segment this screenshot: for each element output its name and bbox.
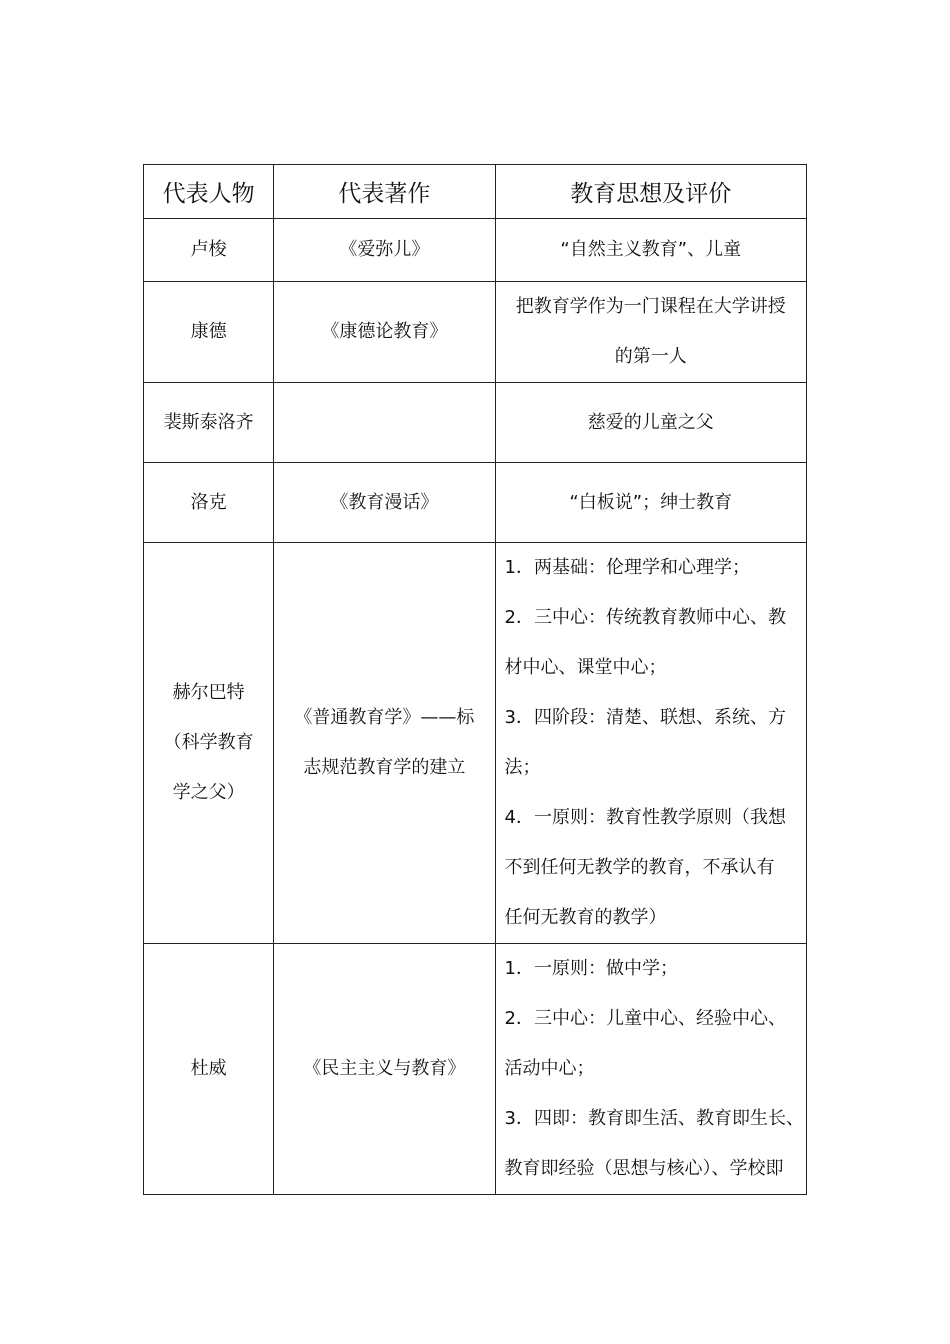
idea-line: 把教育学作为一门课程在大学讲授 (515, 296, 786, 317)
idea-line: 3．四阶段：清楚、联想、系统、方 (504, 707, 786, 728)
cell-person: 洛克 (144, 463, 274, 543)
idea-line: 1．两基础：伦理学和心理学； (504, 557, 750, 578)
cell-idea: “自然主义教育”、儿童 (495, 219, 806, 282)
cell-idea: 慈爱的儿童之父 (495, 383, 806, 463)
cell-idea (495, 543, 806, 944)
cell-work: 《民主主义与教育》 (274, 944, 495, 1195)
idea-line: 的第一人 (614, 346, 687, 367)
cell-work (274, 543, 495, 944)
work-line: 志规范教育学的建立 (303, 757, 466, 778)
table-row-pestalozzi (144, 383, 807, 463)
cell-person: 康德 (144, 282, 274, 383)
idea-line: 1．一原则：做中学； (504, 958, 678, 979)
person-line: （科学教育 (163, 732, 254, 753)
person-line: 学之父） (172, 782, 245, 803)
idea-line: 法； (504, 757, 541, 778)
table-row-dewey (144, 944, 807, 1195)
idea-line: 活动中心； (504, 1058, 595, 1079)
table-row-kant (144, 282, 807, 383)
cell-work: 《康德论教育》 (274, 282, 495, 383)
idea-line: 不到任何无教学的教育，不承认有 (504, 857, 775, 878)
cell-idea: “白板说”；绅士教育 (495, 463, 806, 543)
cell-person: 杜威 (144, 944, 274, 1195)
header-idea: 教育思想及评价 (495, 165, 806, 219)
cell-work: 《爱弥儿》 (274, 219, 495, 282)
idea-line: 4．一原则：教育性教学原则（我想 (504, 807, 786, 828)
person-line: 赫尔巴特 (172, 682, 245, 703)
cell-work: 《教育漫话》 (274, 463, 495, 543)
idea-line: 教育即经验（思想与核心）、学校即 (504, 1158, 784, 1179)
header-row (144, 165, 807, 219)
table-row-herbart (144, 543, 807, 944)
cell-person (144, 543, 274, 944)
cell-person: 裴斯泰洛齐 (144, 383, 274, 463)
idea-line: 3．四即：教育即生活、教育即生长、 (504, 1108, 804, 1129)
table-row-rousseau (144, 219, 807, 282)
table-row-locke (144, 463, 807, 543)
cell-idea (495, 944, 806, 1195)
work-line: 《普通教育学》——标 (294, 707, 475, 728)
header-person: 代表人物 (144, 165, 274, 219)
idea-line: 任何无教育的教学） (504, 907, 667, 928)
cell-idea (495, 282, 806, 383)
educators-table (143, 164, 807, 1195)
cell-work (274, 383, 495, 463)
idea-line: 2．三中心：儿童中心、经验中心、 (504, 1008, 786, 1029)
idea-line: 2．三中心：传统教育教师中心、教 (504, 607, 786, 628)
idea-line: 材中心、课堂中心； (504, 657, 667, 678)
header-work: 代表著作 (274, 165, 495, 219)
cell-person: 卢梭 (144, 219, 274, 282)
